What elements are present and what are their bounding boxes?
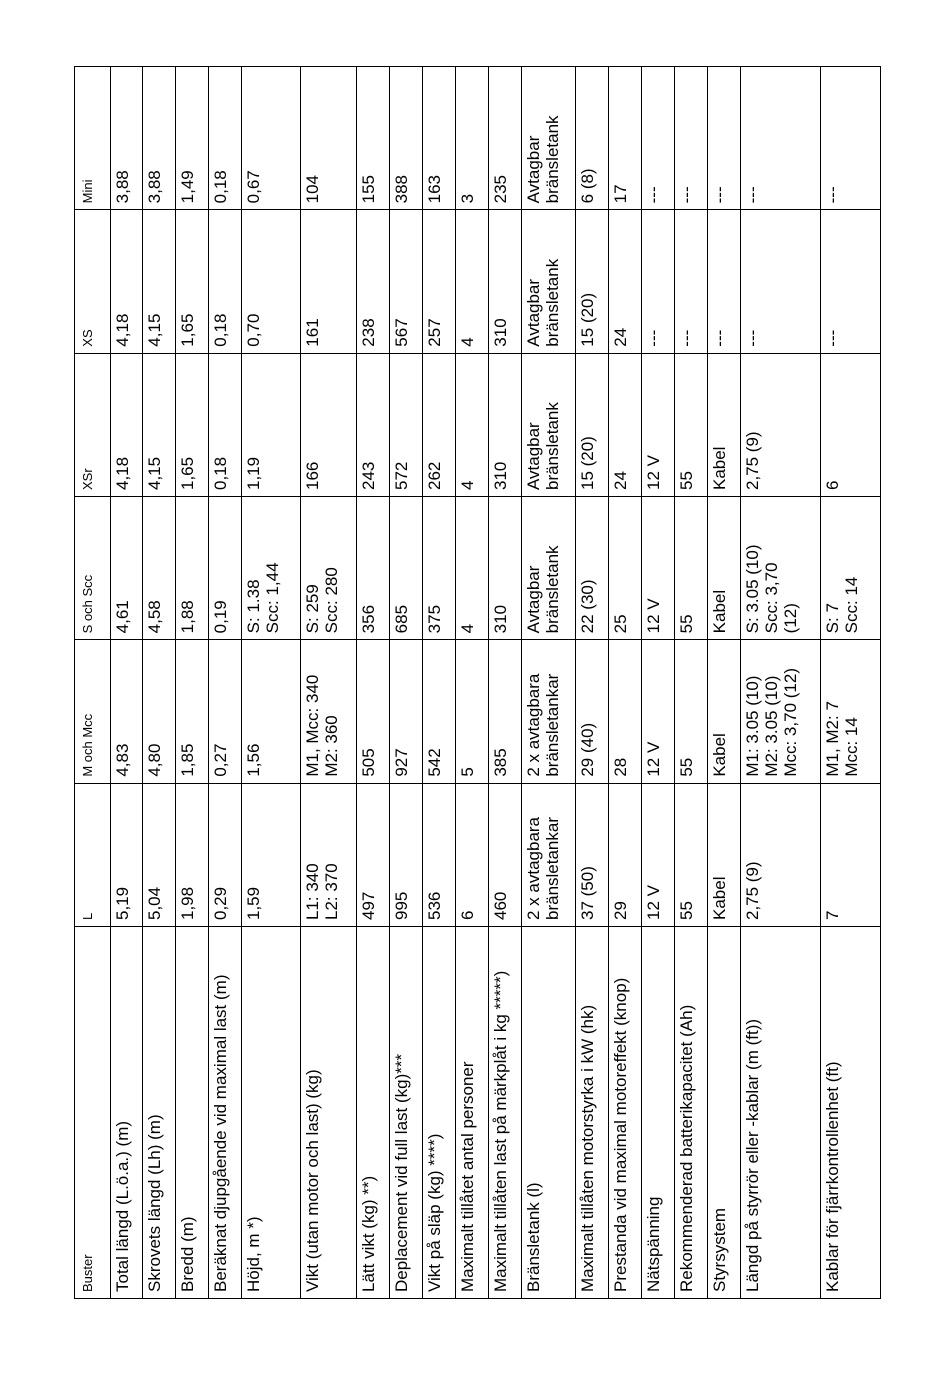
column-header: Buster (75, 927, 111, 1299)
table-cell (143, 497, 176, 640)
cell-line: 5,19 (113, 886, 132, 920)
cell-line: 310 (491, 461, 510, 491)
cell-line: 235 (491, 174, 510, 204)
table-row (143, 67, 176, 1299)
table-cell (609, 210, 642, 353)
cell-line: 4 (458, 623, 477, 634)
cell-line: Kabel (710, 446, 729, 491)
table-cell (522, 67, 576, 210)
cell-line: 22 (30) (578, 579, 597, 634)
cell-line: Mcc: 3,70 (12) (781, 668, 800, 777)
cell-line: 0,18 (211, 170, 230, 204)
table-cell (609, 640, 642, 783)
table-cell (609, 783, 642, 926)
row-label: Vikt på släp (kg) ****) (423, 927, 456, 1299)
table-cell (708, 497, 741, 640)
cell-line: 4,58 (145, 600, 164, 634)
table-cell (821, 353, 881, 496)
cell-line: bränsletank (543, 402, 562, 491)
table-row (456, 67, 489, 1299)
cell-line: 567 (392, 318, 411, 347)
cell-line: S: 3.05 (10) (743, 544, 762, 634)
row-label: Höjd, m *) (242, 927, 301, 1299)
cell-line: 505 (359, 748, 378, 777)
cell-line: 1,59 (244, 886, 263, 920)
table-cell (522, 497, 576, 640)
cell-line: 257 (425, 318, 444, 347)
table-cell (708, 353, 741, 496)
cell-line: 12 V (644, 741, 663, 777)
cell-line: 310 (491, 604, 510, 634)
cell-line: --- (644, 186, 663, 204)
cell-line: Avtagbar (524, 565, 543, 634)
table-cell (489, 640, 522, 783)
table-cell (209, 67, 242, 210)
table-cell (242, 210, 301, 353)
table-row (423, 67, 456, 1299)
table-cell (489, 783, 522, 926)
cell-line: Avtagbar (524, 135, 543, 204)
cell-line: 2,75 (9) (743, 431, 762, 491)
cell-line: 6 (823, 480, 842, 491)
table-cell (111, 210, 143, 353)
table-cell (522, 783, 576, 926)
specification-table (74, 66, 881, 1299)
table-cell (357, 783, 390, 926)
table-row (489, 67, 522, 1299)
cell-line: 262 (425, 461, 444, 491)
cell-line: 24 (611, 327, 630, 347)
cell-line: 927 (392, 748, 411, 777)
cell-line: 166 (303, 461, 322, 491)
cell-line: 25 (611, 614, 630, 634)
cell-line: M1, M2: 7 (823, 701, 842, 777)
table-cell (390, 640, 423, 783)
table-cell (821, 210, 881, 353)
cell-line: 5,04 (145, 886, 164, 920)
cell-line: 12 V (644, 885, 663, 920)
table-cell (176, 640, 209, 783)
table-cell (675, 353, 708, 496)
cell-line: 1,49 (178, 170, 197, 204)
cell-line: 2 x avtagbara (524, 673, 543, 777)
table-cell (821, 67, 881, 210)
table-row (357, 67, 390, 1299)
row-label: Rekommenderad batterikapacitet (Ah) (675, 927, 708, 1299)
row-label: Vikt (utan motor och last) (kg) (301, 927, 357, 1299)
table-cell (357, 67, 390, 210)
cell-line: S: 1.38 (244, 579, 263, 634)
cell-line: 1,56 (244, 743, 263, 777)
cell-line: 55 (677, 471, 696, 491)
table-cell (456, 67, 489, 210)
cell-line: 1,98 (178, 886, 197, 920)
cell-line: 155 (359, 174, 378, 204)
table-cell (741, 783, 821, 926)
table-cell (423, 210, 456, 353)
table-cell (522, 640, 576, 783)
table-cell (609, 353, 642, 496)
cell-line: bränsletank (543, 258, 562, 347)
cell-line: 0,27 (211, 743, 230, 777)
cell-line: 4,15 (145, 313, 164, 347)
cell-line: 12 V (644, 455, 663, 491)
cell-line: 2 x avtagbara (524, 816, 543, 920)
table-cell (357, 497, 390, 640)
table-row (176, 67, 209, 1299)
column-header: XS (75, 210, 111, 353)
table-cell (456, 353, 489, 496)
table-cell (357, 640, 390, 783)
row-label: Längd på styrrör eller -kablar (m (ft)) (741, 927, 821, 1299)
cell-line: 385 (491, 748, 510, 777)
table-cell (675, 783, 708, 926)
row-label: Nätspänning (642, 927, 675, 1299)
column-header: XSr (75, 353, 111, 496)
cell-line: 4,83 (113, 743, 132, 777)
table-cell (301, 353, 357, 496)
cell-line: --- (644, 329, 663, 347)
cell-line: --- (677, 329, 696, 347)
table-body (75, 67, 881, 1299)
cell-line: 388 (392, 174, 411, 204)
cell-line: --- (710, 329, 729, 347)
table-cell (489, 67, 522, 210)
cell-line: 3,88 (145, 170, 164, 204)
cell-line: 37 (50) (578, 866, 597, 920)
table-cell (642, 210, 675, 353)
table-row (301, 67, 357, 1299)
table-cell (242, 640, 301, 783)
table-row (609, 67, 642, 1299)
table-cell (176, 783, 209, 926)
column-header: L (75, 783, 111, 926)
cell-line: 310 (491, 318, 510, 347)
table-cell (456, 497, 489, 640)
cell-line: bränsletankar (543, 816, 562, 920)
table-cell (642, 67, 675, 210)
cell-line: Scc: 280 (322, 567, 341, 634)
table-cell (456, 783, 489, 926)
table-cell (821, 783, 881, 926)
table-cell (111, 783, 143, 926)
table-cell (642, 783, 675, 926)
table-cell (456, 640, 489, 783)
table-cell (609, 67, 642, 210)
table-cell (143, 783, 176, 926)
cell-line: 1,65 (178, 313, 197, 347)
cell-line: S: 259 (303, 584, 322, 634)
table-cell (423, 67, 456, 210)
table-cell (489, 210, 522, 353)
table-cell (423, 497, 456, 640)
table-cell (242, 353, 301, 496)
table-cell (456, 210, 489, 353)
table-cell (423, 640, 456, 783)
table-row (242, 67, 301, 1299)
column-header: M och Mcc (75, 640, 111, 783)
table-row (576, 67, 609, 1299)
table-cell (522, 210, 576, 353)
table-cell (390, 353, 423, 496)
table-cell (576, 210, 609, 353)
table-cell (301, 67, 357, 210)
cell-line: 6 (458, 910, 477, 920)
table-cell (143, 210, 176, 353)
cell-line: 4,80 (145, 743, 164, 777)
table-cell (708, 67, 741, 210)
table-cell (708, 783, 741, 926)
row-label: Total längd (L.ö.a.) (m) (111, 927, 143, 1299)
table-row (390, 67, 423, 1299)
row-label: Lätt vikt (kg) **) (357, 927, 390, 1299)
cell-line: 0,29 (211, 886, 230, 920)
cell-line: 1,65 (178, 456, 197, 491)
cell-line: 24 (611, 471, 630, 491)
cell-line: 1,85 (178, 743, 197, 777)
table-cell (741, 210, 821, 353)
cell-line: 3 (458, 193, 477, 204)
cell-line: Kabel (710, 876, 729, 920)
table-cell (301, 497, 357, 640)
row-label: Bränsletank (l) (522, 927, 576, 1299)
cell-line: 3,88 (113, 170, 132, 204)
cell-line: 29 (611, 901, 630, 920)
table-cell (642, 353, 675, 496)
table-cell (576, 640, 609, 783)
table-cell (642, 497, 675, 640)
table-cell (111, 497, 143, 640)
table-cell (390, 783, 423, 926)
cell-line: 17 (611, 184, 630, 204)
table-cell (176, 497, 209, 640)
cell-line: Scc: 1,44 (263, 562, 282, 634)
row-label: Beräknat djupgående vid maximal last (m) (209, 927, 242, 1299)
table-cell (357, 210, 390, 353)
cell-line: 4,61 (113, 600, 132, 634)
header-row (75, 67, 111, 1299)
table-cell (708, 640, 741, 783)
table-cell (242, 67, 301, 210)
cell-line: 104 (303, 174, 322, 204)
table-row (708, 67, 741, 1299)
cell-line: bränsletankar (543, 673, 562, 777)
table-cell (489, 353, 522, 496)
table-cell (143, 353, 176, 496)
table-cell (242, 497, 301, 640)
table-cell (176, 67, 209, 210)
table-cell (209, 783, 242, 926)
cell-line: --- (710, 186, 729, 204)
row-label: Skrovets längd (Lh) (m) (143, 927, 176, 1299)
cell-line: bränsletank (543, 115, 562, 204)
cell-line: M2: 3.05 (10) (762, 675, 781, 777)
row-label: Kablar för fjärrkontrollenhet (ft) (821, 927, 881, 1299)
table-cell (489, 497, 522, 640)
cell-line: 0,70 (244, 313, 263, 347)
column-header: S och Scc (75, 497, 111, 640)
cell-line: 238 (359, 318, 378, 347)
cell-line: 0,18 (211, 456, 230, 491)
table-cell (423, 783, 456, 926)
cell-line: 4 (458, 337, 477, 347)
row-label: Styrsystem (708, 927, 741, 1299)
cell-line: Avtagbar (524, 422, 543, 491)
table-cell (301, 210, 357, 353)
row-label: Maximalt tillåten motorstyrka i kW (hk) (576, 927, 609, 1299)
table-cell (390, 497, 423, 640)
cell-line: --- (677, 186, 696, 204)
cell-line: 542 (425, 748, 444, 777)
table-row (821, 67, 881, 1299)
cell-line: 15 (20) (578, 292, 597, 347)
cell-line: L2: 370 (322, 863, 341, 920)
row-label: Maximalt tillåten last på märkplåt i kg *****) (489, 927, 522, 1299)
cell-line: 1,19 (244, 456, 263, 491)
cell-line: (12) (781, 603, 800, 634)
table-cell (576, 67, 609, 210)
table-cell (301, 640, 357, 783)
cell-line: 685 (392, 604, 411, 634)
cell-line: M1: 3.05 (10) (743, 675, 762, 777)
table-cell (111, 67, 143, 210)
cell-line: 0,18 (211, 313, 230, 347)
cell-line: 29 (40) (578, 722, 597, 777)
cell-line: Kabel (710, 589, 729, 634)
cell-line: Kabel (710, 733, 729, 777)
table-cell (675, 497, 708, 640)
row-label: Maximalt tillåtet antal personer (456, 927, 489, 1299)
table-cell (143, 67, 176, 210)
cell-line: 356 (359, 604, 378, 634)
table-cell (176, 210, 209, 353)
cell-line: 55 (677, 757, 696, 777)
cell-line: M1, Mcc: 340 (303, 674, 322, 777)
cell-line: 460 (491, 891, 510, 920)
row-label: Bredd (m) (176, 927, 209, 1299)
table-cell (522, 353, 576, 496)
cell-line: S: 7 (823, 603, 842, 634)
table-row (675, 67, 708, 1299)
cell-line: --- (743, 186, 762, 204)
cell-line: 572 (392, 461, 411, 491)
table-row (741, 67, 821, 1299)
cell-line: 243 (359, 461, 378, 491)
table-cell (741, 640, 821, 783)
cell-line: 536 (425, 891, 444, 920)
table-cell (741, 497, 821, 640)
table-cell (176, 353, 209, 496)
cell-line: Avtagbar (524, 278, 543, 347)
table-cell (576, 783, 609, 926)
table-row (522, 67, 576, 1299)
table-cell (675, 640, 708, 783)
table-cell (675, 210, 708, 353)
table-cell (576, 353, 609, 496)
table-cell (111, 640, 143, 783)
table-cell (209, 210, 242, 353)
cell-line: 7 (823, 910, 842, 920)
cell-line: 55 (677, 901, 696, 920)
cell-line: 375 (425, 604, 444, 634)
cell-line: 15 (20) (578, 436, 597, 491)
table-cell (209, 497, 242, 640)
cell-line: 4,18 (113, 456, 132, 491)
cell-line: bränsletank (543, 545, 562, 634)
cell-line: --- (743, 329, 762, 347)
table-row (642, 67, 675, 1299)
cell-line: Mcc: 14 (842, 717, 861, 777)
table-cell (390, 210, 423, 353)
table-cell (209, 640, 242, 783)
table-cell (111, 353, 143, 496)
table-row (209, 67, 242, 1299)
table-cell (675, 67, 708, 210)
table-cell (242, 783, 301, 926)
table-cell (821, 497, 881, 640)
cell-line: 163 (425, 174, 444, 204)
cell-line: --- (823, 186, 842, 204)
table-cell (301, 783, 357, 926)
table-cell (821, 640, 881, 783)
cell-line: 995 (392, 891, 411, 920)
cell-line: 55 (677, 614, 696, 634)
table-cell (357, 353, 390, 496)
row-label: Deplacement vid full last (kg)*** (390, 927, 423, 1299)
table-cell (642, 640, 675, 783)
table-cell (209, 353, 242, 496)
cell-line: 5 (458, 767, 477, 777)
cell-line: --- (823, 329, 842, 347)
cell-line: 28 (611, 757, 630, 777)
cell-line: Scc: 14 (842, 576, 861, 634)
specification-table-rotated (74, 66, 879, 1299)
table-row (111, 67, 143, 1299)
cell-line: 161 (303, 318, 322, 347)
table-cell (390, 67, 423, 210)
cell-line: 12 V (644, 598, 663, 634)
table-cell (708, 210, 741, 353)
cell-line: L1: 340 (303, 863, 322, 920)
cell-line: 4 (458, 480, 477, 491)
cell-line: 6 (8) (578, 168, 597, 204)
cell-line: Scc: 3,70 (762, 562, 781, 634)
cell-line: 4,18 (113, 313, 132, 347)
table-cell (741, 67, 821, 210)
table-cell (143, 640, 176, 783)
cell-line: 497 (359, 891, 378, 920)
cell-line: 4,15 (145, 456, 164, 491)
cell-line: 0,19 (211, 600, 230, 634)
cell-line: 1,88 (178, 600, 197, 634)
cell-line: 0,67 (244, 170, 263, 204)
column-header: Mini (75, 67, 111, 210)
table-cell (741, 353, 821, 496)
table-cell (423, 353, 456, 496)
table-cell (609, 497, 642, 640)
table-cell (576, 497, 609, 640)
row-label: Prestanda vid maximal motoreffekt (knop) (609, 927, 642, 1299)
cell-line: 2,75 (9) (743, 861, 762, 920)
cell-line: M2: 360 (322, 715, 341, 777)
